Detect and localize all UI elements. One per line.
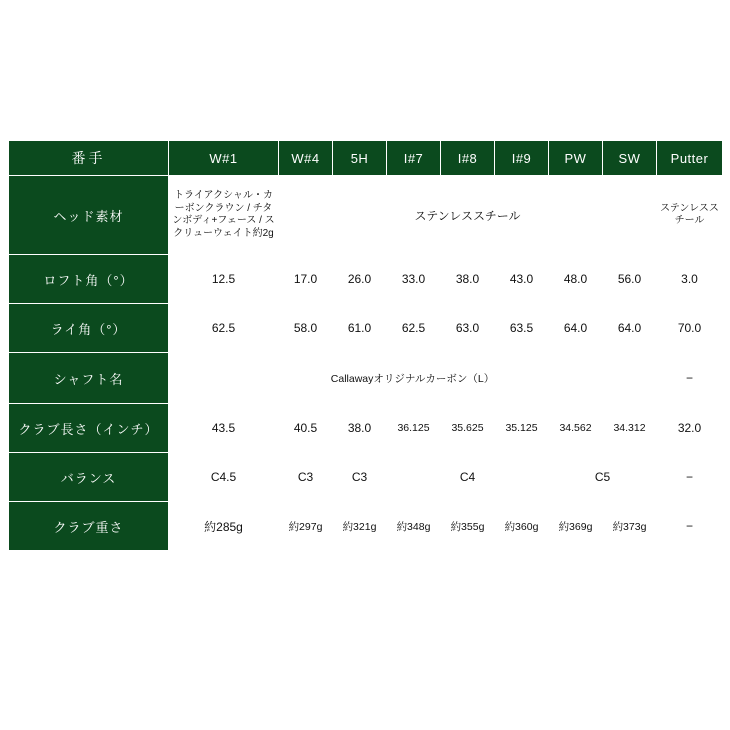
- cell-loft-w4: 17.0: [279, 255, 333, 304]
- cell-balance-w1: C4.5: [169, 453, 279, 502]
- row-label-lie: ライ角（°）: [9, 304, 169, 353]
- header-col-sw: SW: [603, 141, 657, 176]
- header-col-w4: W#4: [279, 141, 333, 176]
- table-row: [9, 404, 723, 453]
- cell-lie-sw: 64.0: [603, 304, 657, 353]
- cell-lie-i9: 63.5: [495, 304, 549, 353]
- header-col-putter: Putter: [657, 141, 723, 176]
- cell-length-sw: 34.312: [603, 404, 657, 453]
- cell-balance-irons: C4: [387, 453, 549, 502]
- cell-weight-w4: 約297g: [279, 502, 333, 551]
- cell-balance-5h: C3: [333, 453, 387, 502]
- club-spec-table: [8, 140, 723, 551]
- header-col-w1: W#1: [169, 141, 279, 176]
- table-row: [9, 176, 723, 255]
- cell-lie-w1: 62.5: [169, 304, 279, 353]
- cell-lie-i7: 62.5: [387, 304, 441, 353]
- row-label-balance: バランス: [9, 453, 169, 502]
- cell-weight-i9: 約360g: [495, 502, 549, 551]
- table-row: [9, 502, 723, 551]
- cell-weight-pw: 約369g: [549, 502, 603, 551]
- cell-weight-putter: −: [657, 502, 723, 551]
- cell-head-material-putter: ステンレススチール: [657, 176, 723, 255]
- cell-length-5h: 38.0: [333, 404, 387, 453]
- cell-loft-5h: 26.0: [333, 255, 387, 304]
- cell-lie-i8: 63.0: [441, 304, 495, 353]
- cell-length-putter: 32.0: [657, 404, 723, 453]
- cell-head-material-w1: トライアクシャル・カーボンクラウン / チタンボディ+フェース / スクリューウェイト約2g: [169, 176, 279, 255]
- table-row: [9, 304, 723, 353]
- cell-length-w1: 43.5: [169, 404, 279, 453]
- cell-length-i8: 35.625: [441, 404, 495, 453]
- cell-lie-pw: 64.0: [549, 304, 603, 353]
- cell-loft-i9: 43.0: [495, 255, 549, 304]
- cell-length-i9: 35.125: [495, 404, 549, 453]
- spec-table-container: [8, 140, 722, 551]
- cell-weight-i7: 約348g: [387, 502, 441, 551]
- cell-balance-w4: C3: [279, 453, 333, 502]
- cell-shaft-name-all: Callawayオリジナルカーボン（L）: [169, 353, 657, 404]
- row-label-loft: ロフト角（°）: [9, 255, 169, 304]
- cell-loft-w1: 12.5: [169, 255, 279, 304]
- cell-length-w4: 40.5: [279, 404, 333, 453]
- cell-length-i7: 36.125: [387, 404, 441, 453]
- header-col-i9: I#9: [495, 141, 549, 176]
- table-row: [9, 453, 723, 502]
- table-row: [9, 255, 723, 304]
- row-label-shaft-name: シャフト名: [9, 353, 169, 404]
- cell-weight-5h: 約321g: [333, 502, 387, 551]
- row-label-head-material: ヘッド素材: [9, 176, 169, 255]
- cell-lie-w4: 58.0: [279, 304, 333, 353]
- table-header-row: [9, 141, 723, 176]
- cell-lie-putter: 70.0: [657, 304, 723, 353]
- cell-loft-sw: 56.0: [603, 255, 657, 304]
- cell-loft-pw: 48.0: [549, 255, 603, 304]
- cell-loft-i8: 38.0: [441, 255, 495, 304]
- header-col-pw: PW: [549, 141, 603, 176]
- cell-lie-5h: 61.0: [333, 304, 387, 353]
- row-label-club-weight: クラブ重さ: [9, 502, 169, 551]
- header-col-i7: I#7: [387, 141, 441, 176]
- cell-loft-putter: 3.0: [657, 255, 723, 304]
- cell-length-pw: 34.562: [549, 404, 603, 453]
- cell-head-material-steel: ステンレススチール: [279, 176, 657, 255]
- header-col-i8: I#8: [441, 141, 495, 176]
- cell-shaft-name-putter: −: [657, 353, 723, 404]
- header-col-5h: 5H: [333, 141, 387, 176]
- cell-balance-wedges: C5: [549, 453, 657, 502]
- cell-balance-putter: −: [657, 453, 723, 502]
- header-row-label: 番手: [9, 141, 169, 176]
- row-label-club-length: クラブ長さ（インチ）: [9, 404, 169, 453]
- cell-weight-sw: 約373g: [603, 502, 657, 551]
- cell-weight-w1: 約285g: [169, 502, 279, 551]
- table-row: [9, 353, 723, 404]
- cell-weight-i8: 約355g: [441, 502, 495, 551]
- cell-loft-i7: 33.0: [387, 255, 441, 304]
